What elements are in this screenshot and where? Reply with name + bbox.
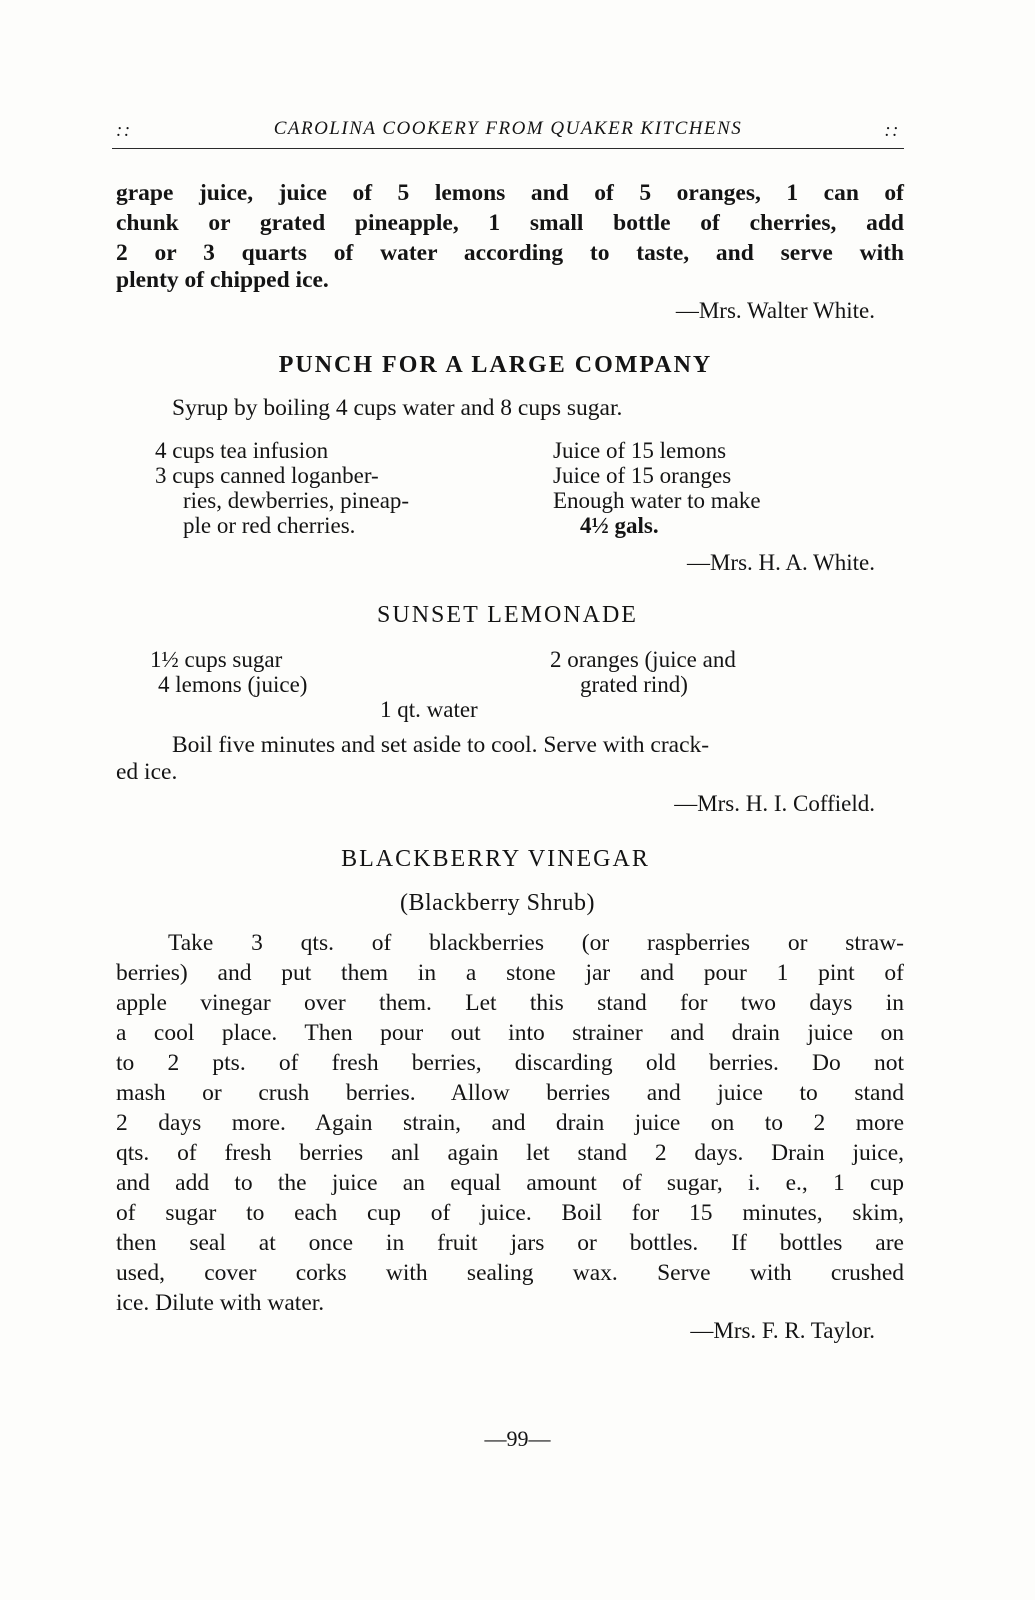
intro-line: grape juice, juice of 5 lemons and of 5 oranges, 1 can of bbox=[116, 180, 904, 206]
vinegar-line: berries) and put them in a stone jar and pour 1 pint of bbox=[116, 960, 904, 986]
running-header bbox=[112, 118, 904, 149]
vinegar-line: of sugar to each cup of juice. Boil for 15 minutes, skim, bbox=[116, 1200, 904, 1226]
vinegar-line: ice. Dilute with water. bbox=[116, 1290, 325, 1316]
punch-title: PUNCH FOR A LARGE COMPANY bbox=[278, 352, 713, 378]
vinegar-title: BLACKBERRY VINEGAR bbox=[341, 846, 650, 872]
header-ornament-right: :: bbox=[884, 120, 900, 141]
running-header-title: CAROLINA COOKERY FROM QUAKER KITCHENS bbox=[273, 118, 743, 139]
punch-ingredient: ple or red cherries. bbox=[183, 513, 356, 538]
lemonade-body-line: ed ice. bbox=[116, 759, 178, 785]
lemonade-ingredient: 1½ cups sugar bbox=[150, 647, 283, 672]
punch-ingredient: Enough water to make bbox=[553, 488, 761, 513]
vinegar-line: a cool place. Then pour out into strainer and drain juice on bbox=[116, 1020, 904, 1046]
page-number: —99— bbox=[484, 1426, 551, 1451]
vinegar-signature: —Mrs. F. R. Taylor. bbox=[690, 1318, 875, 1343]
punch-ingredient: 4½ gals. bbox=[580, 513, 659, 538]
intro-signature: —Mrs. Walter White. bbox=[675, 298, 875, 323]
intro-line: chunk or grated pineapple, 1 small bottle of cherries, add bbox=[116, 210, 904, 236]
vinegar-line: qts. of fresh berries anl again let stand 2 days. Drain juice, bbox=[116, 1140, 904, 1166]
punch-signature: —Mrs. H. A. White. bbox=[686, 550, 875, 575]
punch-ingredient: Juice of 15 lemons bbox=[553, 438, 727, 463]
punch-ingredient: 4 cups tea infusion bbox=[155, 438, 329, 463]
vinegar-line: Take 3 qts. of blackberries (or raspberries or straw- bbox=[168, 930, 904, 956]
vinegar-line: apple vinegar over them. Let this stand for two days in bbox=[116, 990, 904, 1016]
lemonade-ingredient: 1 qt. water bbox=[380, 697, 478, 722]
vinegar-line: then seal at once in fruit jars or bottles. If bottles are bbox=[116, 1230, 904, 1256]
vinegar-line: to 2 pts. of fresh berries, discarding old berries. Do not bbox=[116, 1050, 904, 1076]
lemonade-ingredient: 2 oranges (juice and bbox=[550, 647, 736, 672]
vinegar-line: and add to the juice an equal amount of sugar, i. e., 1 cup bbox=[116, 1170, 904, 1196]
punch-ingredient: ries, dewberries, pineap- bbox=[183, 488, 410, 513]
lemonade-body-line: Boil five minutes and set aside to cool. Serve with crack- bbox=[172, 732, 710, 758]
intro-line: plenty of chipped ice. bbox=[116, 267, 329, 293]
vinegar-subtitle: (Blackberry Shrub) bbox=[400, 890, 595, 916]
header-ornament-left: :: bbox=[116, 120, 132, 141]
intro-line: 2 or 3 quarts of water according to taste, and serve with bbox=[116, 240, 904, 266]
punch-ingredient: 3 cups canned loganber- bbox=[155, 463, 379, 488]
lemonade-ingredient: 4 lemons (juice) bbox=[158, 672, 308, 697]
punch-ingredient: Juice of 15 oranges bbox=[553, 463, 732, 488]
lemonade-title: SUNSET LEMONADE bbox=[377, 602, 638, 628]
vinegar-line: mash or crush berries. Allow berries and juice to stand bbox=[116, 1080, 904, 1106]
lemonade-ingredient: grated rind) bbox=[580, 672, 688, 697]
vinegar-line: 2 days more. Again strain, and drain juice on to 2 more bbox=[116, 1110, 904, 1136]
vinegar-line: used, cover corks with sealing wax. Serve with crushed bbox=[116, 1260, 904, 1286]
lemonade-signature: —Mrs. H. I. Coffield. bbox=[674, 791, 875, 816]
punch-syrup: Syrup by boiling 4 cups water and 8 cups sugar. bbox=[172, 395, 623, 421]
